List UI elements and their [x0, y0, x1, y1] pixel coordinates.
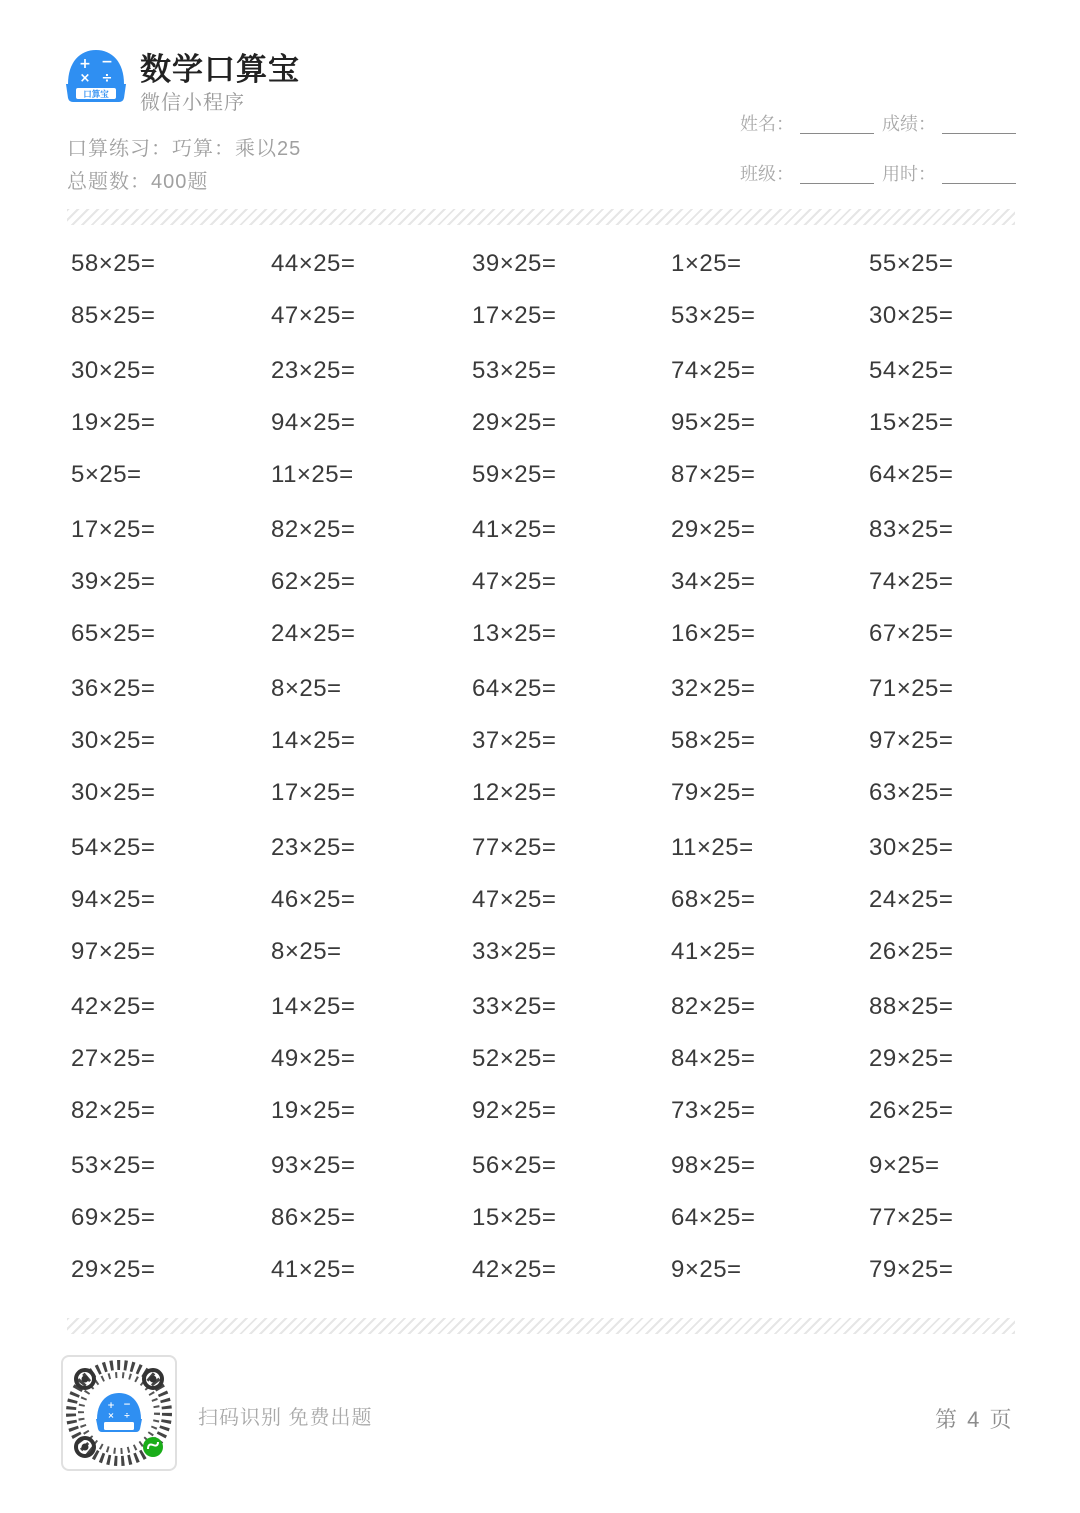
problem-item: 23×25= [271, 834, 356, 861]
problem-item: 88×25= [869, 993, 954, 1020]
problem-item: 33×25= [472, 938, 557, 965]
score-field [882, 110, 1016, 136]
svg-text:+: + [79, 56, 91, 72]
problem-item: 94×25= [271, 409, 356, 436]
problem-item: 47×25= [472, 568, 557, 595]
name-field [740, 110, 874, 136]
problem-item: 30×25= [71, 357, 156, 384]
problem-item: 32×25= [671, 675, 756, 702]
problem-item: 73×25= [671, 1097, 756, 1124]
problem-item: 46×25= [271, 886, 356, 913]
problem-item: 34×25= [671, 568, 756, 595]
problem-item: 30×25= [869, 302, 954, 329]
problem-item: 63×25= [869, 779, 954, 806]
problem-item: 49×25= [271, 1045, 356, 1072]
problem-item: 5×25= [71, 461, 142, 488]
problem-item: 8×25= [271, 675, 342, 702]
problem-item: 82×25= [71, 1097, 156, 1124]
worksheet-header [0, 0, 1080, 230]
problem-item: 54×25= [71, 834, 156, 861]
problem-item: 29×25= [671, 516, 756, 543]
svg-text:−: − [101, 54, 113, 70]
class-label: 班级： [740, 164, 794, 184]
problem-item: 24×25= [869, 886, 954, 913]
problem-item: 54×25= [869, 357, 954, 384]
problem-item: 15×25= [472, 1204, 557, 1231]
problem-item: 84×25= [671, 1045, 756, 1072]
problem-item: 86×25= [271, 1204, 356, 1231]
time-label: 用时： [882, 164, 936, 184]
problem-item: 95×25= [671, 409, 756, 436]
problem-item: 15×25= [869, 409, 954, 436]
problem-item: 41×25= [271, 1256, 356, 1283]
problem-item: 27×25= [71, 1045, 156, 1072]
problem-item: 77×25= [869, 1204, 954, 1231]
problem-item: 58×25= [71, 250, 156, 277]
qr-code[interactable] [61, 1355, 177, 1471]
name-label: 姓名： [740, 114, 794, 134]
class-blank [800, 183, 874, 184]
problem-item: 19×25= [71, 409, 156, 436]
problem-item: 98×25= [671, 1152, 756, 1179]
bottom-divider [67, 1318, 1015, 1334]
problem-item: 11×25= [271, 461, 354, 488]
problem-item: 55×25= [869, 250, 954, 277]
problem-item: 83×25= [869, 516, 954, 543]
problem-item: 29×25= [869, 1045, 954, 1072]
problem-item: 13×25= [472, 620, 557, 647]
problem-item: 29×25= [71, 1256, 156, 1283]
problem-item: 62×25= [271, 568, 356, 595]
name-blank [800, 133, 874, 134]
problem-item: 19×25= [271, 1097, 356, 1124]
problem-item: 97×25= [869, 727, 954, 754]
problem-item: 44×25= [271, 250, 356, 277]
problem-item: 42×25= [472, 1256, 557, 1283]
problem-item: 67×25= [869, 620, 954, 647]
problem-item: 24×25= [271, 620, 356, 647]
problem-item: 56×25= [472, 1152, 557, 1179]
problem-item: 30×25= [71, 727, 156, 754]
score-blank [942, 133, 1016, 134]
problem-item: 69×25= [71, 1204, 156, 1231]
problem-item: 64×25= [671, 1204, 756, 1231]
problem-item: 82×25= [671, 993, 756, 1020]
problem-item: 17×25= [271, 779, 356, 806]
score-label: 成绩： [882, 114, 936, 134]
problem-item: 26×25= [869, 1097, 954, 1124]
exercise-type: 口算练习：巧算：乘以25 [67, 138, 302, 160]
problem-item: 33×25= [472, 993, 557, 1020]
problem-item: 53×25= [671, 302, 756, 329]
svg-text:÷: ÷ [101, 71, 113, 86]
problem-item: 93×25= [271, 1152, 356, 1179]
scan-hint: 扫码识别 免费出题 [198, 1407, 373, 1429]
qr-code-icon [63, 1357, 175, 1469]
problem-item: 64×25= [869, 461, 954, 488]
svg-text:×: × [107, 1411, 115, 1420]
problem-item: 30×25= [869, 834, 954, 861]
problem-item: 41×25= [472, 516, 557, 543]
app-subtitle: 微信小程序 [140, 92, 245, 114]
problem-item: 85×25= [71, 302, 156, 329]
problem-item: 64×25= [472, 675, 557, 702]
svg-text:+: + [107, 1401, 115, 1411]
problem-item: 26×25= [869, 938, 954, 965]
problem-item: 97×25= [71, 938, 156, 965]
problem-item: 59×25= [472, 461, 557, 488]
svg-text:÷: ÷ [123, 1411, 131, 1420]
problem-item: 41×25= [671, 938, 756, 965]
problem-item: 92×25= [472, 1097, 557, 1124]
problem-item: 1×25= [671, 250, 742, 277]
problem-item: 47×25= [271, 302, 356, 329]
problem-item: 79×25= [671, 779, 756, 806]
problem-item: 58×25= [671, 727, 756, 754]
svg-text:−: − [123, 1400, 131, 1410]
class-field [740, 160, 874, 186]
problem-item: 36×25= [71, 675, 156, 702]
problem-item: 87×25= [671, 461, 756, 488]
problem-item: 17×25= [71, 516, 156, 543]
problem-item: 12×25= [472, 779, 557, 806]
top-divider [67, 209, 1015, 225]
problem-item: 74×25= [869, 568, 954, 595]
problem-item: 77×25= [472, 834, 557, 861]
problem-item: 53×25= [71, 1152, 156, 1179]
app-logo-icon [64, 44, 128, 104]
problem-item: 39×25= [71, 568, 156, 595]
problem-item: 23×25= [271, 357, 356, 384]
wechat-miniprogram-icon [143, 1437, 163, 1457]
svg-text:×: × [79, 71, 91, 86]
problem-item: 9×25= [671, 1256, 742, 1283]
problem-item: 53×25= [472, 357, 557, 384]
problem-item: 52×25= [472, 1045, 557, 1072]
problem-item: 47×25= [472, 886, 557, 913]
problem-item: 14×25= [271, 993, 356, 1020]
problem-item: 65×25= [71, 620, 156, 647]
problem-item: 11×25= [671, 834, 754, 861]
problem-item: 14×25= [271, 727, 356, 754]
time-field [882, 160, 1016, 186]
page-number: 第 4 页 [935, 1407, 1014, 1432]
problem-item: 17×25= [472, 302, 557, 329]
problem-item: 8×25= [271, 938, 342, 965]
problem-item: 9×25= [869, 1152, 940, 1179]
total-count: 总题数：400题 [67, 171, 209, 193]
problem-item: 71×25= [869, 675, 954, 702]
problem-item: 79×25= [869, 1256, 954, 1283]
problem-item: 30×25= [71, 779, 156, 806]
time-blank [942, 183, 1016, 184]
logo-text: 口算宝 [83, 90, 109, 100]
problem-item: 37×25= [472, 727, 557, 754]
app-title: 数学口算宝 [140, 52, 300, 87]
problem-item: 68×25= [671, 886, 756, 913]
problem-item: 82×25= [271, 516, 356, 543]
problem-item: 39×25= [472, 250, 557, 277]
problem-item: 94×25= [71, 886, 156, 913]
problem-item: 74×25= [671, 357, 756, 384]
problem-item: 16×25= [671, 620, 756, 647]
problem-item: 29×25= [472, 409, 557, 436]
problem-item: 42×25= [71, 993, 156, 1020]
